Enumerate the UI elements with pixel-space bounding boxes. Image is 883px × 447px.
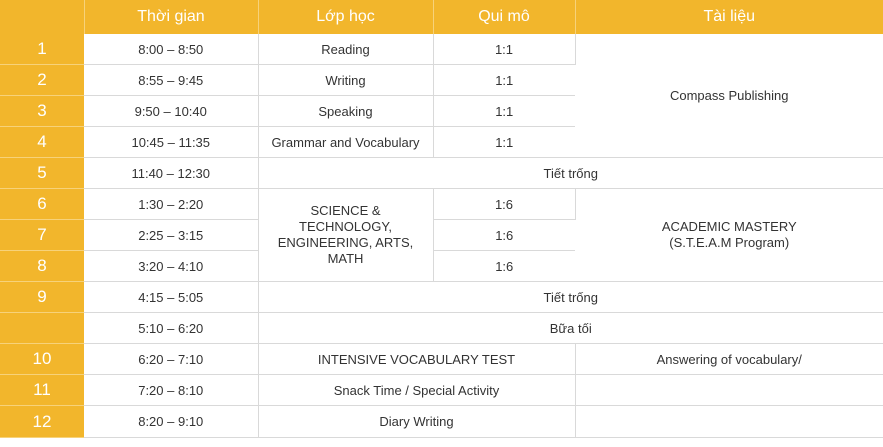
materials-line: (S.T.E.A.M Program) [669,235,790,250]
scale-cell: 1:1 [433,127,575,158]
table-row [0,344,883,375]
table-row [0,158,883,189]
class-cell-steam [258,189,433,282]
steam-line: SCIENCE & [310,203,381,218]
table-row [0,375,883,406]
free-period-cell: Tiết trống [258,282,883,313]
period-number: 7 [0,220,84,251]
time-cell: 3:20 – 4:10 [84,251,258,282]
table-row [0,406,883,438]
period-number: 1 [0,34,84,65]
materials-cell: Answering of vocabulary/ [575,344,883,375]
class-cell: Speaking [258,96,433,127]
class-cell: Reading [258,34,433,65]
header-class: Lớp học [258,0,433,34]
scale-cell: 1:6 [433,251,575,282]
class-cell: Writing [258,65,433,96]
steam-line: MATH [327,251,364,266]
scale-cell: 1:1 [433,65,575,96]
table-row [0,282,883,313]
materials-cell [575,406,883,438]
period-number: 11 [0,375,84,406]
time-cell: 8:55 – 9:45 [84,65,258,96]
dinner-cell: Bữa tối [258,313,883,344]
materials-cell [575,375,883,406]
activity-cell: Diary Writing [258,406,575,438]
time-cell: 8:00 – 8:50 [84,34,258,65]
time-cell: 7:20 – 8:10 [84,375,258,406]
table-row [0,313,883,344]
header-row [0,0,883,34]
period-number [0,313,84,344]
period-number: 5 [0,158,84,189]
period-number: 6 [0,189,84,220]
table-row [0,34,883,65]
materials-cell-compass: Compass Publishing [575,34,883,158]
time-cell: 1:30 – 2:20 [84,189,258,220]
materials-line: ACADEMIC MASTERY [661,219,797,234]
header-number [0,0,84,34]
time-cell: 10:45 – 11:35 [84,127,258,158]
period-number: 8 [0,251,84,282]
scale-cell: 1:1 [433,96,575,127]
time-cell: 8:20 – 9:10 [84,406,258,438]
table-row [0,189,883,220]
scale-cell: 1:6 [433,220,575,251]
scale-cell: 1:1 [433,34,575,65]
materials-cell-steam [575,189,883,282]
activity-cell: INTENSIVE VOCABULARY TEST [258,344,575,375]
header-materials: Tài liệu [575,0,883,34]
time-cell: 4:15 – 5:05 [84,282,258,313]
period-number: 12 [0,406,84,438]
period-number: 4 [0,127,84,158]
period-number: 9 [0,282,84,313]
class-cell: Grammar and Vocabulary [258,127,433,158]
time-cell: 6:20 – 7:10 [84,344,258,375]
scale-cell: 1:6 [433,189,575,220]
steam-line: ENGINEERING, ARTS, [277,235,414,250]
steam-line: TECHNOLOGY, [299,219,392,234]
activity-cell: Snack Time / Special Activity [258,375,575,406]
time-cell: 5:10 – 6:20 [84,313,258,344]
period-number: 2 [0,65,84,96]
time-cell: 11:40 – 12:30 [84,158,258,189]
period-number: 3 [0,96,84,127]
header-time: Thời gian [84,0,258,34]
header-scale: Qui mô [433,0,575,34]
period-number: 10 [0,344,84,375]
time-cell: 9:50 – 10:40 [84,96,258,127]
time-cell: 2:25 – 3:15 [84,220,258,251]
free-period-cell: Tiết trống [258,158,883,189]
